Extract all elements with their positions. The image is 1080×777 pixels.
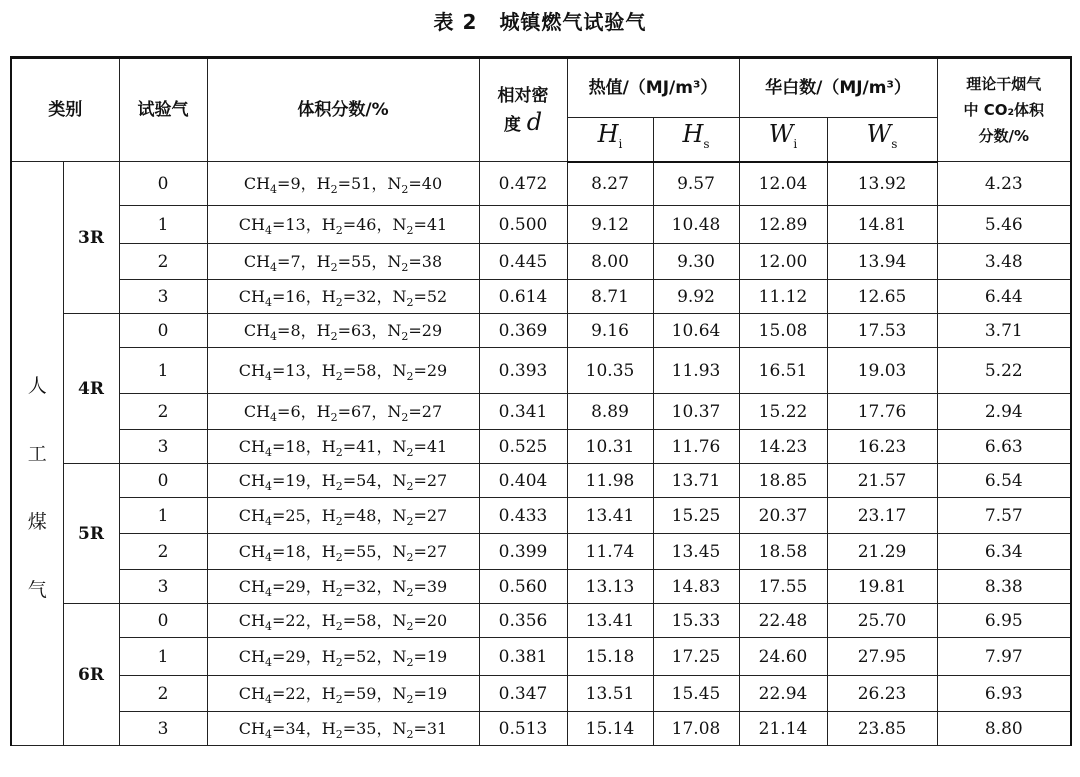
- hs-value: 11.76: [653, 430, 739, 464]
- co2-value: 6.95: [937, 604, 1071, 638]
- table-row: [11, 638, 1071, 676]
- test-gas-id: 0: [119, 162, 207, 206]
- relative-density-value: 0.614: [479, 280, 567, 314]
- test-gas-id: 1: [119, 206, 207, 244]
- relative-density-value: 0.356: [479, 604, 567, 638]
- table-row: [11, 570, 1071, 604]
- table-row: [11, 712, 1071, 746]
- table-body: [11, 162, 1071, 746]
- ws-value: 17.76: [827, 394, 937, 430]
- table-row: [11, 464, 1071, 498]
- relative-density-value: 0.433: [479, 498, 567, 534]
- header-wobbe: 华白数/（MJ/m³）: [739, 58, 937, 118]
- hi-value: 8.27: [567, 162, 653, 206]
- header-relative-density-line1: 相对密: [497, 85, 549, 106]
- table-caption: 城镇燃气试验气: [499, 10, 647, 34]
- header-hs: $H_s$: [653, 118, 739, 162]
- relative-density-value: 0.369: [479, 314, 567, 348]
- ws-value: 25.70: [827, 604, 937, 638]
- ws-value: 23.17: [827, 498, 937, 534]
- hs-value: 17.08: [653, 712, 739, 746]
- test-gas-id: 2: [119, 394, 207, 430]
- category-char: 人: [27, 375, 47, 397]
- wi-value: 12.00: [739, 244, 827, 280]
- table-row: [11, 394, 1071, 430]
- relative-density-value: 0.500: [479, 206, 567, 244]
- group-label: 6R: [63, 604, 119, 746]
- header-test-gas: 试验气: [119, 58, 207, 162]
- table-row: [11, 604, 1071, 638]
- co2-value: 2.94: [937, 394, 1071, 430]
- hs-value: 15.45: [653, 676, 739, 712]
- composition-cell: $CH_4=8$，$H_2=63$，$N_2=29$: [207, 314, 479, 348]
- hi-value: 13.51: [567, 676, 653, 712]
- hi-value: 8.71: [567, 280, 653, 314]
- table-row: [11, 280, 1071, 314]
- co2-value: 6.63: [937, 430, 1071, 464]
- table-row: [11, 676, 1071, 712]
- composition-cell: $CH_4=22$，$H_2=59$，$N_2=19$: [207, 676, 479, 712]
- composition-cell: $CH_4=25$，$H_2=48$，$N_2=27$: [207, 498, 479, 534]
- hi-value: 13.41: [567, 604, 653, 638]
- table-row: [11, 430, 1071, 464]
- hs-value: 10.64: [653, 314, 739, 348]
- table-row: [11, 348, 1071, 394]
- co2-value: 6.44: [937, 280, 1071, 314]
- table-row: [11, 314, 1071, 348]
- ws-value: 17.53: [827, 314, 937, 348]
- co2-value: 3.71: [937, 314, 1071, 348]
- ws-value: 13.94: [827, 244, 937, 280]
- wi-value: 16.51: [739, 348, 827, 394]
- test-gas-id: 3: [119, 430, 207, 464]
- table-row: [11, 498, 1071, 534]
- hi-value: 9.16: [567, 314, 653, 348]
- relative-density-value: 0.525: [479, 430, 567, 464]
- group-label: 4R: [63, 314, 119, 464]
- test-gas-id: 0: [119, 464, 207, 498]
- relative-density-value: 0.445: [479, 244, 567, 280]
- hs-value: 9.92: [653, 280, 739, 314]
- wi-value: 15.22: [739, 394, 827, 430]
- header-co2-line2: 中 CO₂体积: [963, 101, 1045, 119]
- wi-value: 18.85: [739, 464, 827, 498]
- test-gas-table: [10, 56, 1072, 746]
- wi-value: 24.60: [739, 638, 827, 676]
- wi-value: 21.14: [739, 712, 827, 746]
- composition-cell: $CH_4=34$，$H_2=35$，$N_2=31$: [207, 712, 479, 746]
- composition-cell: $CH_4=19$，$H_2=54$，$N_2=27$: [207, 464, 479, 498]
- table-title: [0, 6, 1080, 35]
- wi-value: 18.58: [739, 534, 827, 570]
- wi-value: 15.08: [739, 314, 827, 348]
- header-heating-value: 热值/（MJ/m³）: [567, 58, 739, 118]
- ws-value: 27.95: [827, 638, 937, 676]
- ws-value: 19.81: [827, 570, 937, 604]
- co2-value: 7.97: [937, 638, 1071, 676]
- header-co2: [937, 58, 1071, 162]
- wi-value: 20.37: [739, 498, 827, 534]
- hs-value: 13.45: [653, 534, 739, 570]
- composition-cell: $CH_4=7$，$H_2=55$，$N_2=38$: [207, 244, 479, 280]
- category-char: 煤: [27, 511, 47, 533]
- co2-value: 6.93: [937, 676, 1071, 712]
- header-wi: $W_i$: [739, 118, 827, 162]
- test-gas-id: 3: [119, 280, 207, 314]
- category-char: 气: [27, 579, 47, 601]
- composition-cell: $CH_4=16$，$H_2=32$，$N_2=52$: [207, 280, 479, 314]
- header-relative-density: [479, 58, 567, 162]
- composition-cell: $CH_4=22$，$H_2=58$，$N_2=20$: [207, 604, 479, 638]
- group-label: 5R: [63, 464, 119, 604]
- test-gas-id: 0: [119, 314, 207, 348]
- co2-value: 4.23: [937, 162, 1071, 206]
- table-number: 表 2: [433, 10, 478, 34]
- test-gas-id: 1: [119, 638, 207, 676]
- relative-density-value: 0.393: [479, 348, 567, 394]
- co2-value: 7.57: [937, 498, 1071, 534]
- test-gas-id: 0: [119, 604, 207, 638]
- table-row: [11, 244, 1071, 280]
- wi-value: 17.55: [739, 570, 827, 604]
- ws-value: 16.23: [827, 430, 937, 464]
- category-cell: [11, 162, 63, 746]
- test-gas-id: 3: [119, 570, 207, 604]
- ws-value: 21.57: [827, 464, 937, 498]
- ws-value: 21.29: [827, 534, 937, 570]
- relative-density-value: 0.513: [479, 712, 567, 746]
- composition-cell: $CH_4=18$，$H_2=55$，$N_2=27$: [207, 534, 479, 570]
- composition-cell: $CH_4=29$，$H_2=52$，$N_2=19$: [207, 638, 479, 676]
- relative-density-value: 0.347: [479, 676, 567, 712]
- co2-value: 6.34: [937, 534, 1071, 570]
- wi-value: 22.94: [739, 676, 827, 712]
- header-volume-fraction: 体积分数/%: [207, 58, 479, 162]
- composition-cell: $CH_4=13$，$H_2=46$，$N_2=41$: [207, 206, 479, 244]
- header-hi: $H_i$: [567, 118, 653, 162]
- test-gas-id: 2: [119, 244, 207, 280]
- hs-value: 14.83: [653, 570, 739, 604]
- relative-density-value: 0.472: [479, 162, 567, 206]
- table-row: [11, 162, 1071, 206]
- hs-value: 17.25: [653, 638, 739, 676]
- ws-value: 12.65: [827, 280, 937, 314]
- composition-cell: $CH_4=29$，$H_2=32$，$N_2=39$: [207, 570, 479, 604]
- hs-value: 9.30: [653, 244, 739, 280]
- category-char: 工: [27, 443, 47, 465]
- co2-value: 3.48: [937, 244, 1071, 280]
- co2-value: 6.54: [937, 464, 1071, 498]
- ws-value: 13.92: [827, 162, 937, 206]
- hs-value: 11.93: [653, 348, 739, 394]
- hi-value: 10.31: [567, 430, 653, 464]
- wi-value: 11.12: [739, 280, 827, 314]
- hs-value: 10.48: [653, 206, 739, 244]
- relative-density-value: 0.341: [479, 394, 567, 430]
- header-category: 类别: [11, 58, 119, 162]
- co2-value: 8.80: [937, 712, 1071, 746]
- wi-value: 12.89: [739, 206, 827, 244]
- test-gas-id: 3: [119, 712, 207, 746]
- wi-value: 12.04: [739, 162, 827, 206]
- test-gas-id: 2: [119, 534, 207, 570]
- test-gas-id: 1: [119, 498, 207, 534]
- hi-value: 15.14: [567, 712, 653, 746]
- hs-value: 13.71: [653, 464, 739, 498]
- hi-value: 15.18: [567, 638, 653, 676]
- test-gas-id: 2: [119, 676, 207, 712]
- header-ws: $W_s$: [827, 118, 937, 162]
- wi-value: 22.48: [739, 604, 827, 638]
- wi-value: 14.23: [739, 430, 827, 464]
- hi-value: 13.13: [567, 570, 653, 604]
- ws-value: 26.23: [827, 676, 937, 712]
- hi-value: 8.00: [567, 244, 653, 280]
- header-relative-density-symbol: d: [526, 107, 543, 136]
- hi-value: 13.41: [567, 498, 653, 534]
- co2-value: 5.46: [937, 206, 1071, 244]
- hi-value: 8.89: [567, 394, 653, 430]
- header-co2-line3: 分数/%: [978, 127, 1030, 145]
- hi-value: 11.98: [567, 464, 653, 498]
- header-co2-line1: 理论干烟气: [966, 75, 1042, 93]
- ws-value: 19.03: [827, 348, 937, 394]
- table-row: [11, 534, 1071, 570]
- test-gas-id: 1: [119, 348, 207, 394]
- relative-density-value: 0.381: [479, 638, 567, 676]
- co2-value: 5.22: [937, 348, 1071, 394]
- ws-value: 14.81: [827, 206, 937, 244]
- composition-cell: $CH_4=13$，$H_2=58$，$N_2=29$: [207, 348, 479, 394]
- hi-value: 9.12: [567, 206, 653, 244]
- composition-cell: $CH_4=18$，$H_2=41$，$N_2=41$: [207, 430, 479, 464]
- relative-density-value: 0.404: [479, 464, 567, 498]
- hs-value: 9.57: [653, 162, 739, 206]
- hs-value: 15.25: [653, 498, 739, 534]
- hi-value: 10.35: [567, 348, 653, 394]
- table-row: [11, 206, 1071, 244]
- group-label: 3R: [63, 162, 119, 314]
- co2-value: 8.38: [937, 570, 1071, 604]
- relative-density-value: 0.399: [479, 534, 567, 570]
- relative-density-value: 0.560: [479, 570, 567, 604]
- hs-value: 15.33: [653, 604, 739, 638]
- hs-value: 10.37: [653, 394, 739, 430]
- ws-value: 23.85: [827, 712, 937, 746]
- hi-value: 11.74: [567, 534, 653, 570]
- header-relative-density-line2: 度: [503, 114, 521, 135]
- composition-cell: $CH_4=6$，$H_2=67$，$N_2=27$: [207, 394, 479, 430]
- composition-cell: $CH_4=9$，$H_2=51$，$N_2=40$: [207, 162, 479, 206]
